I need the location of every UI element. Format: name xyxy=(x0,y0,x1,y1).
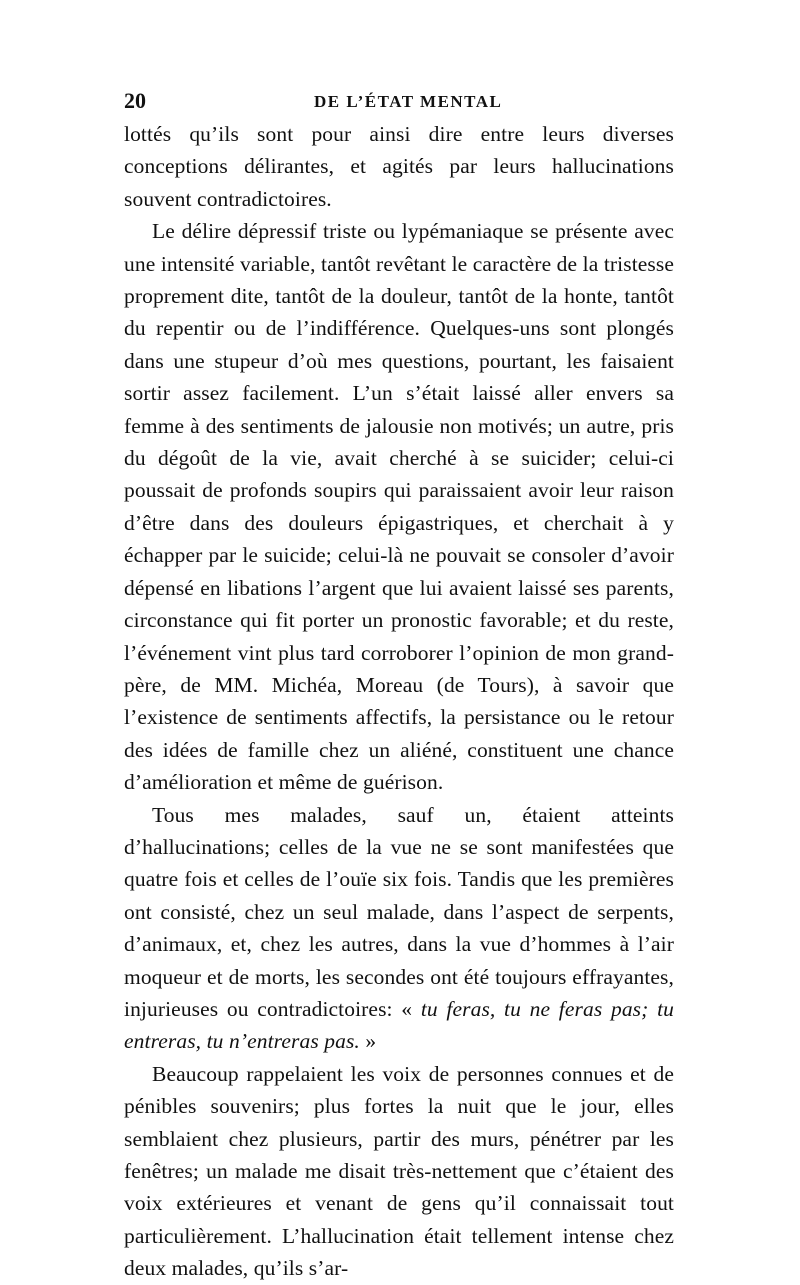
book-page xyxy=(124,88,674,1285)
paragraph-hallucinations-text: Tous mes malades, sauf un, étaient atteints d’hallucinations; celles de la vue ne se sont manifestées que quatre fois et celles de l’ouïe six fois. Tandis que les premières ont consisté, chez un seul malade, dans l’aspect de serpents, d’animaux, et, chez les autres, dans la vue d’hommes à l’air moqueur et de morts, les secondes ont été toujours effrayantes, injurieuses ou contradictoires: « xyxy=(124,802,674,1021)
paragraph-hallucinations xyxy=(124,799,674,1058)
quoted-voices: tu feras, tu ne feras pas; tu entreras, tu n’entreras pas. xyxy=(124,996,674,1054)
running-title: DE L’ÉTAT MENTAL xyxy=(314,92,503,111)
paragraph-voices: Beaucoup rappelaient les voix de personnes connues et de pénibles souvenirs; plus fortes la nuit que le jour, elles semblaient chez plusieurs, partir des murs, pénétrer par les fenêtres; un malade me disait très-nettement que c’étaient des voix extérieures et venant de gens qu’il connaissait tout particulièrement. L’hallucination était tellement intense chez deux malades, qu’ils s’ar- xyxy=(124,1061,674,1281)
body-text xyxy=(124,118,674,1285)
page-number: 20 xyxy=(124,88,146,113)
running-head xyxy=(124,88,674,118)
paragraph-depressive-delirium: Le délire dépressif triste ou lypémaniaque se présente avec une intensité variable, tantôt revêtant le caractère de la tristesse proprement dite, tantôt de la douleur, tantôt de la honte, tantôt du repentir ou de l’indifférence. Quelques-uns sont plongés dans une stupeur d’où mes questions, pourtant, les faisaient sortir assez facilement. L’un s’était laissé aller envers sa femme à des sentiments de jalousie non motivés; un autre, pris du dégoût de la vie, avait cherché à se suicider; celui-ci poussait de profonds soupirs qui paraissaient avoir leur raison d’être dans des douleurs épigastriques, et cherchait à y échapper par le suicide; celui-là ne pouvait se consoler d’avoir dépensé en libations l’argent que lui avaient laissé ses parents, circonstance qui fit porter un pronostic favorable; et du reste, l’événement vint plus tard corroborer l’opinion de mon grand-père, de MM. Michéa, Moreau (de Tours), à savoir que l’existence de sentiments affectifs, la persistance ou le retour des idées de famille chez un aliéné, constituent une chance d’amélioration et même de guérison. xyxy=(124,219,675,795)
paragraph-continuation: lottés qu’ils sont pour ainsi dire entre leurs diverses conceptions délirantes, et agités par leurs hallucinations souvent contradictoires. xyxy=(124,122,674,211)
closing-quote: » xyxy=(359,1029,377,1054)
